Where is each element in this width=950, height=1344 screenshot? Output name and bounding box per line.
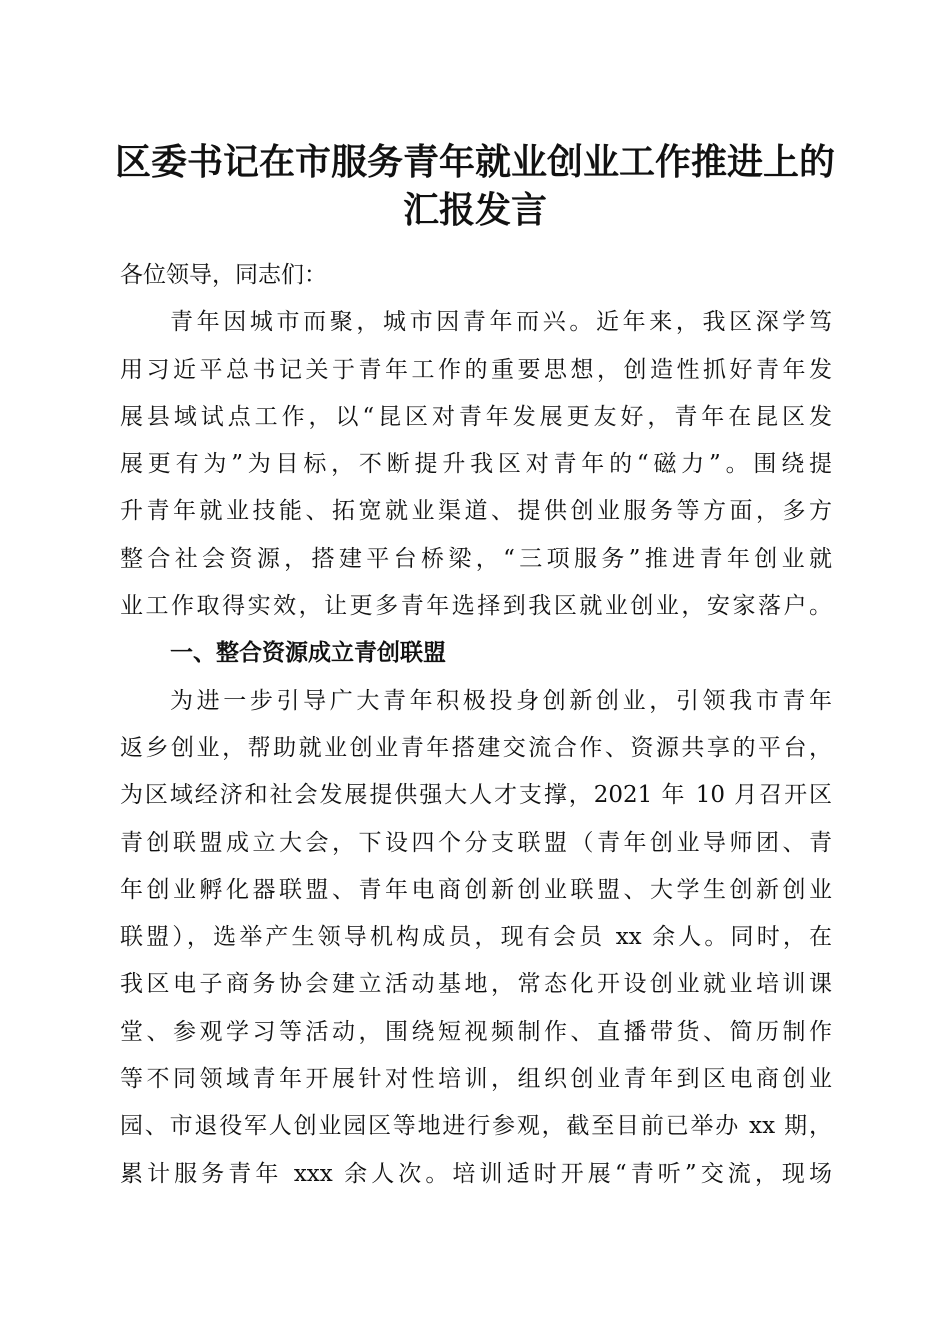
paragraph-2-line-9: 等不同领域青年开展针对性培训，组织创业青年到区电商创业 [120,1066,832,1093]
paragraph-2-line-4: 青创联盟成立大会，下设四个分支联盟（青年创业导师团、青 [120,829,832,856]
paragraph-2-line-7: 我区电子商务协会建立活动基地，常态化开设创业就业培训课 [120,971,832,998]
paragraph-1-line-5: 升青年就业技能、拓宽就业渠道、提供创业服务等方面，多方 [120,498,832,525]
document-title [100,138,850,234]
paragraph-2-line-2: 返乡创业，帮助就业创业青年搭建交流合作、资源共享的平台， [120,734,832,761]
salutation: 各位领导，同志们： [120,262,327,288]
title-line-1: 区委书记在市服务青年就业创业工作推进上的 [114,141,835,183]
paragraph-2-line-5: 年创业孵化器联盟、青年电商创新创业联盟、大学生创新创业 [120,876,832,903]
paragraph-1-line-3: 展县域试点工作，以“昆区对青年发展更友好，青年在昆区发 [120,403,832,430]
paragraph-2-line-3: 为区域经济和社会发展提供强大人才支撑，2021 年 10 月召开区 [120,782,832,809]
paragraph-1-line-4: 展更有为”为目标，不断提升我区对青年的“磁力”。围绕提 [120,451,832,478]
paragraph-2-line-6: 联盟），选举产生领导机构成员，现有会员 xx 余人。同时，在 [120,924,832,951]
paragraph-1-line-6: 整合社会资源，搭建平台桥梁，“三项服务”推进青年创业就 [120,545,832,572]
paragraph-2-line-1: 为进一步引导广大青年积极投身创新创业，引领我市青年 [170,687,832,714]
paragraph-2-line-10: 园、市退役军人创业园区等地进行参观，截至目前已举办 xx 期， [120,1113,832,1140]
paragraph-1-line-1: 青年因城市而聚，城市因青年而兴。近年来，我区深学笃 [170,309,832,336]
document-body [120,252,832,1198]
title-line-2: 汇报发言 [402,189,547,231]
paragraph-2-line-11: 累计服务青年 xxx 余人次。培训适时开展“青听”交流，现场 [120,1160,832,1187]
paragraph-2-line-8: 堂、参观学习等活动，围绕短视频制作、直播带货、简历制作 [120,1018,832,1045]
paragraph-1-line-2: 用习近平总书记关于青年工作的重要思想，创造性抓好青年发 [120,356,832,383]
paragraph-1-line-7: 业工作取得实效，让更多青年选择到我区就业创业，安家落户。 [120,593,832,620]
section-heading-1: 一、整合资源成立青创联盟 [170,640,446,667]
